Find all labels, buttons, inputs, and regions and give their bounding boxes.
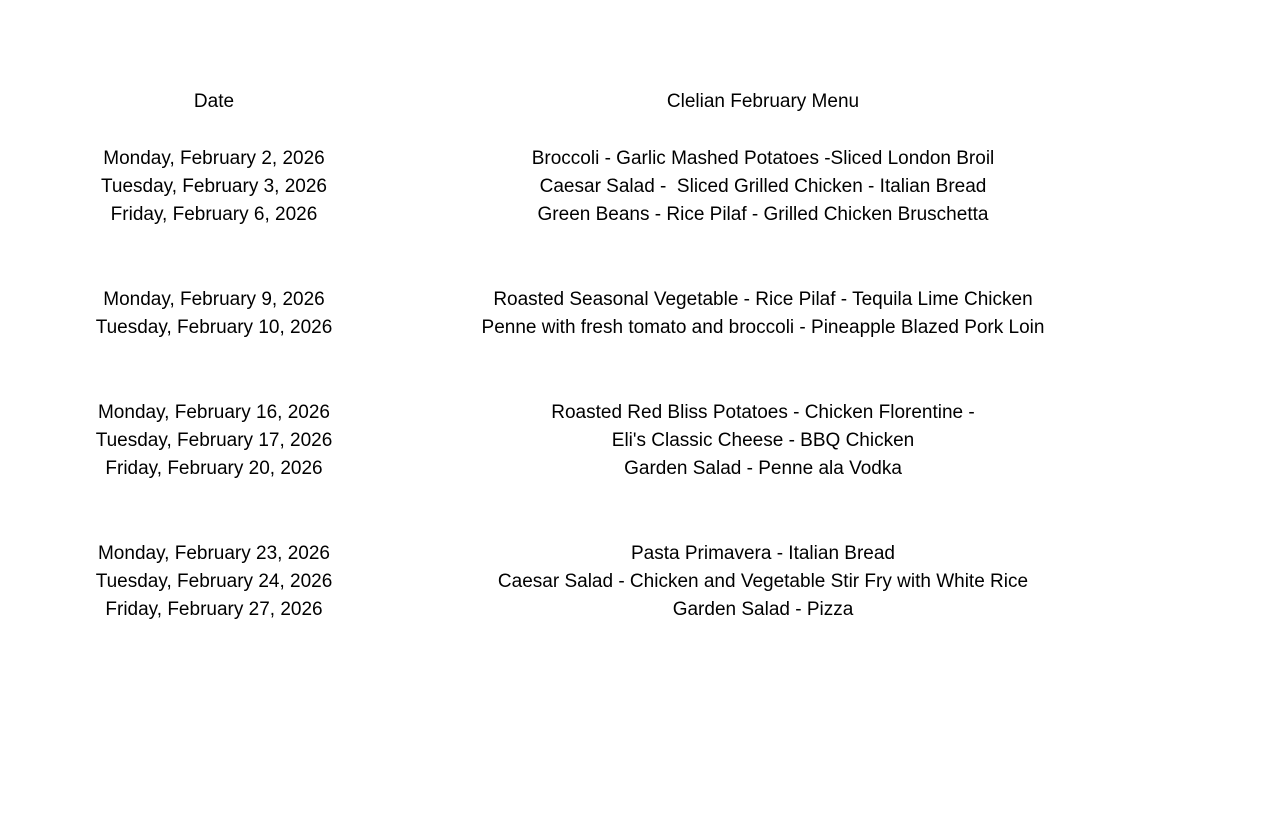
- menu-cell: Caesar Salad - Sliced Grilled Chicken - Italian Bread: [539, 176, 987, 197]
- menu-title: Clelian February Menu: [666, 91, 860, 112]
- menu-cell: Garden Salad - Pizza: [672, 599, 854, 620]
- menu-cell: Roasted Red Bliss Potatoes - Chicken Florentine -: [551, 402, 975, 423]
- date-cell: Friday, February 27, 2026: [105, 599, 323, 620]
- date-cell: Tuesday, February 10, 2026: [95, 317, 333, 338]
- menu-cell: Green Beans - Rice Pilaf - Grilled Chicken Bruschetta: [537, 204, 989, 225]
- date-cell: Monday, February 23, 2026: [97, 543, 330, 564]
- date-cell: Friday, February 20, 2026: [105, 458, 323, 479]
- date-cell: Monday, February 2, 2026: [103, 148, 325, 169]
- date-cell: Tuesday, February 3, 2026: [100, 176, 327, 197]
- menu-cell: Broccoli - Garlic Mashed Potatoes -Sliced London Broil: [531, 148, 995, 169]
- date-column-header: Date: [193, 91, 235, 112]
- date-cell: Tuesday, February 17, 2026: [95, 430, 333, 451]
- menu-cell: Penne with fresh tomato and broccoli - Pineapple Blazed Pork Loin: [481, 317, 1045, 338]
- date-cell: Monday, February 9, 2026: [103, 289, 325, 310]
- menu-cell: Caesar Salad - Chicken and Vegetable Stir Fry with White Rice: [497, 571, 1029, 592]
- date-cell: Tuesday, February 24, 2026: [95, 571, 333, 592]
- date-cell: Friday, February 6, 2026: [110, 204, 318, 225]
- menu-cell: Roasted Seasonal Vegetable - Rice Pilaf - Tequila Lime Chicken: [493, 289, 1033, 310]
- menu-cell: Garden Salad - Penne ala Vodka: [624, 458, 902, 479]
- menu-cell: Pasta Primavera - Italian Bread: [630, 543, 895, 564]
- menu-cell: Eli's Classic Cheese - BBQ Chicken: [611, 430, 915, 451]
- date-cell: Monday, February 16, 2026: [97, 402, 330, 423]
